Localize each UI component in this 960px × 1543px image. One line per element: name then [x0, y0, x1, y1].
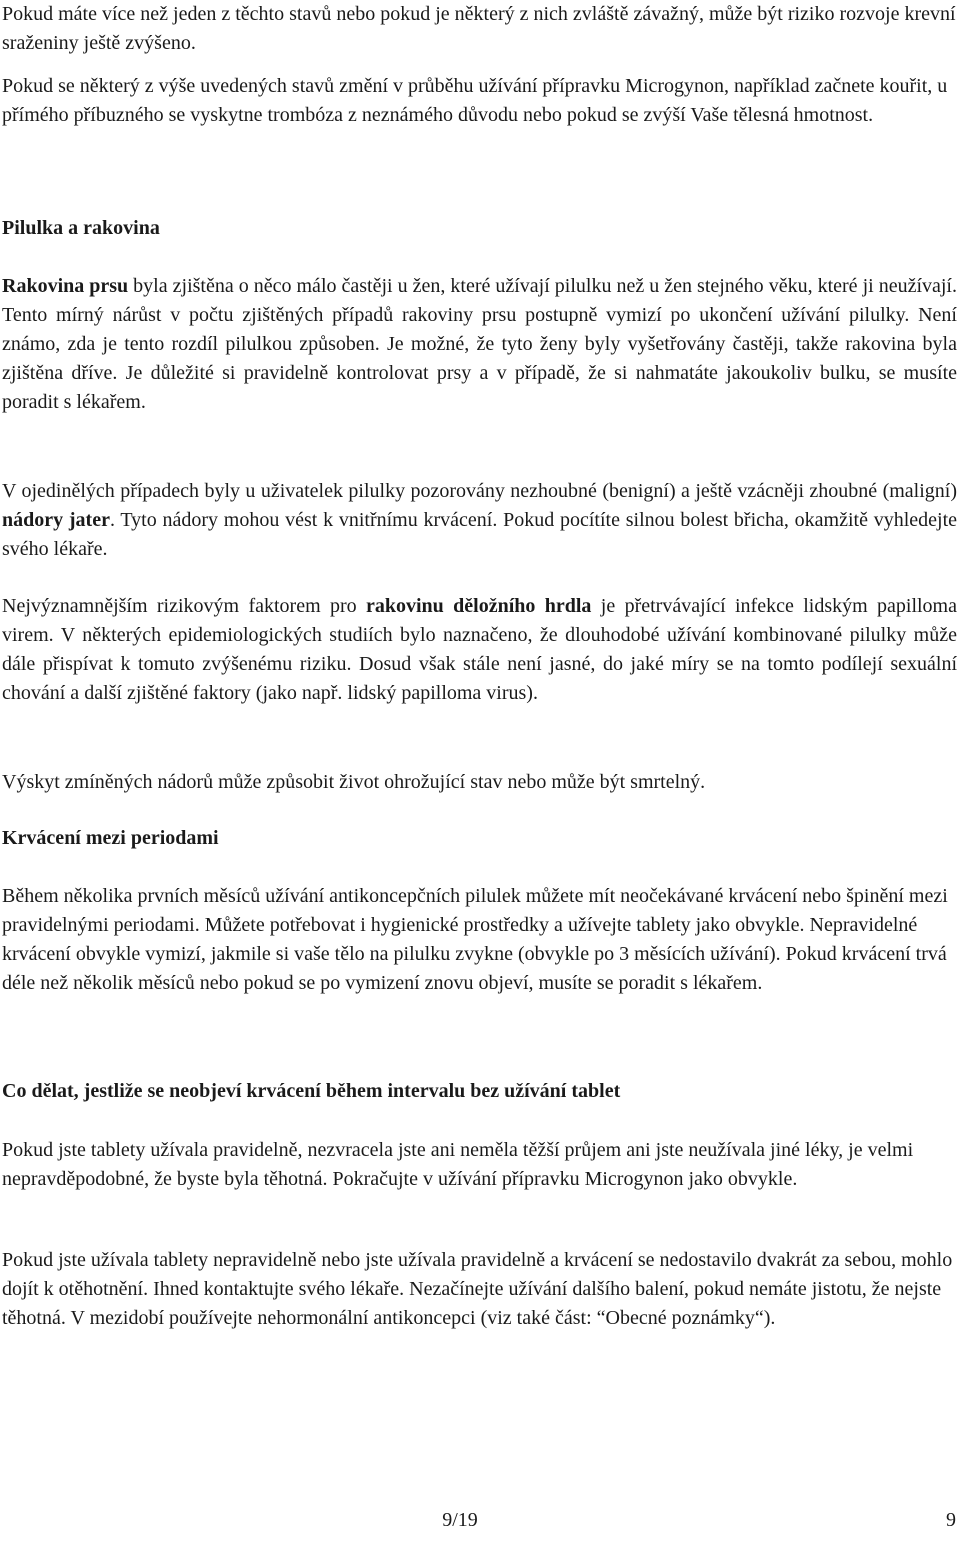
paragraph-risk-multiple: Pokud máte více než jeden z těchto stavů nebo pokud je některý z nich zvláště závažný, může být riziko rozvoje krevní sraženiny ještě zvýšeno. — [2, 3, 956, 54]
page-number: 9 — [946, 1509, 956, 1531]
text-cervical-b: je přetrvávající infekce lidským papilloma virem. V některých epidemiologických studiích bylo naznačeno, že dlouhodobé užívání kombinované pilulky může dále přispívat k tomuto zvýšenému riziku. Dosud však stále není jasné, do jaké míry se na tomto podílejí sexuální chování a další zjištěné faktory (jako např. lidský papilloma virus). — [2, 595, 957, 704]
term-breast-cancer: Rakovina prsu — [2, 275, 129, 297]
paragraph-liver-tumors — [2, 477, 957, 564]
heading-no-withdrawal-bleeding: Co dělat, jestliže se neobjeví krvácení během intervalu bez užívání tablet — [2, 1080, 621, 1102]
paragraph-breast-cancer — [2, 272, 957, 417]
paragraph-tumor-outcome: Výskyt zmíněných nádorů může způsobit život ohrožující stav nebo může být smrtelný. — [2, 771, 706, 793]
text-cervical-a: Nejvýznamnějším rizikovým faktorem pro — [2, 595, 366, 617]
paragraph-regular-use: Pokud jste tablety užívala pravidelně, nezvracela jste ani neměla těžší průjem ani jste neužívala jiné léky, je velmi nepravděpodobné, že byste byla těhotná. Pokračujte v užívání přípravku Microgynon jako obvykle. — [2, 1139, 914, 1190]
text-liver-a: V ojedinělých případech byly u uživatelek pilulky pozorovány nezhoubné (benigní) a ještě vzácněji zhoubné (maligní) — [2, 480, 957, 502]
text-breast-cancer: byla zjištěna o něco málo častěji u žen, které užívají pilulku než u žen stejného věku, které ji neužívají. Tento mírný nárůst v počtu zjištěných případů rakoviny prsu postupně vymizí po ukončení užívání pilulky. Není známo, zda je tento rozdíl pilulkou způsoben. Je možné, že tyto ženy byly vyšetřovány častěji, takže rakovina byla zjištěna dříve. Je důležité si pravidelně kontrolovat prsy a v případě, že si nahmatáte jakoukoliv bulku, se musíte poradit s lékařem. — [2, 275, 957, 413]
term-liver-tumors: nádory jater — [2, 509, 110, 531]
paragraph-breakthrough-bleeding: Během několika prvních měsíců užívání antikoncepčních pilulek můžete mít neočekávané krvácení nebo špinění mezi pravidelnými periodami. Můžete potřebovat i hygienické prostředky a užívejte tablety jako obvykle. Nepravidelné krvácení obvykle vymizí, jakmile si vaše tělo na pilulku zvykne (obvykle po 3 měsících užívání). Pokud krvácení trvá déle než několik měsíců nebo pokud se po vymizení znovu objeví, musíte se poradit s lékařem. — [2, 885, 948, 994]
paragraph-cervical-cancer — [2, 592, 957, 708]
page-indicator: 9/19 — [442, 1509, 478, 1531]
text-liver-b: . Tyto nádory mohou vést k vnitřnímu krvácení. Pokud pocítíte silnou bolest břicha, okamžitě vyhledejte svého lékaře. — [2, 509, 958, 560]
paragraph-risk-change: Pokud se některý z výše uvedených stavů změní v průběhu užívání přípravku Microgynon, například začnete kouřit, u přímého příbuzného se vyskytne trombóza z neznámého důvodu nebo pokud se zvýší Vaše tělesná hmotnost. — [2, 75, 948, 126]
heading-pill-cancer: Pilulka a rakovina — [2, 217, 160, 239]
term-cervical-cancer: rakovinu děložního hrdla — [366, 595, 592, 617]
paragraph-irregular-use: Pokud jste užívala tablety nepravidelně nebo jste užívala pravidelně a krvácení se nedostavilo dvakrát za sebou, mohlo dojít k otěhotnění. Ihned kontaktujte svého lékaře. Nezačínejte užívání dalšího balení, pokud nemáte jistotu, že nejste těhotná. V mezidobí používejte nehormonální antikoncepci (viz také část: “Obecné poznámky“). — [2, 1249, 953, 1329]
heading-breakthrough-bleeding: Krvácení mezi periodami — [2, 827, 219, 849]
